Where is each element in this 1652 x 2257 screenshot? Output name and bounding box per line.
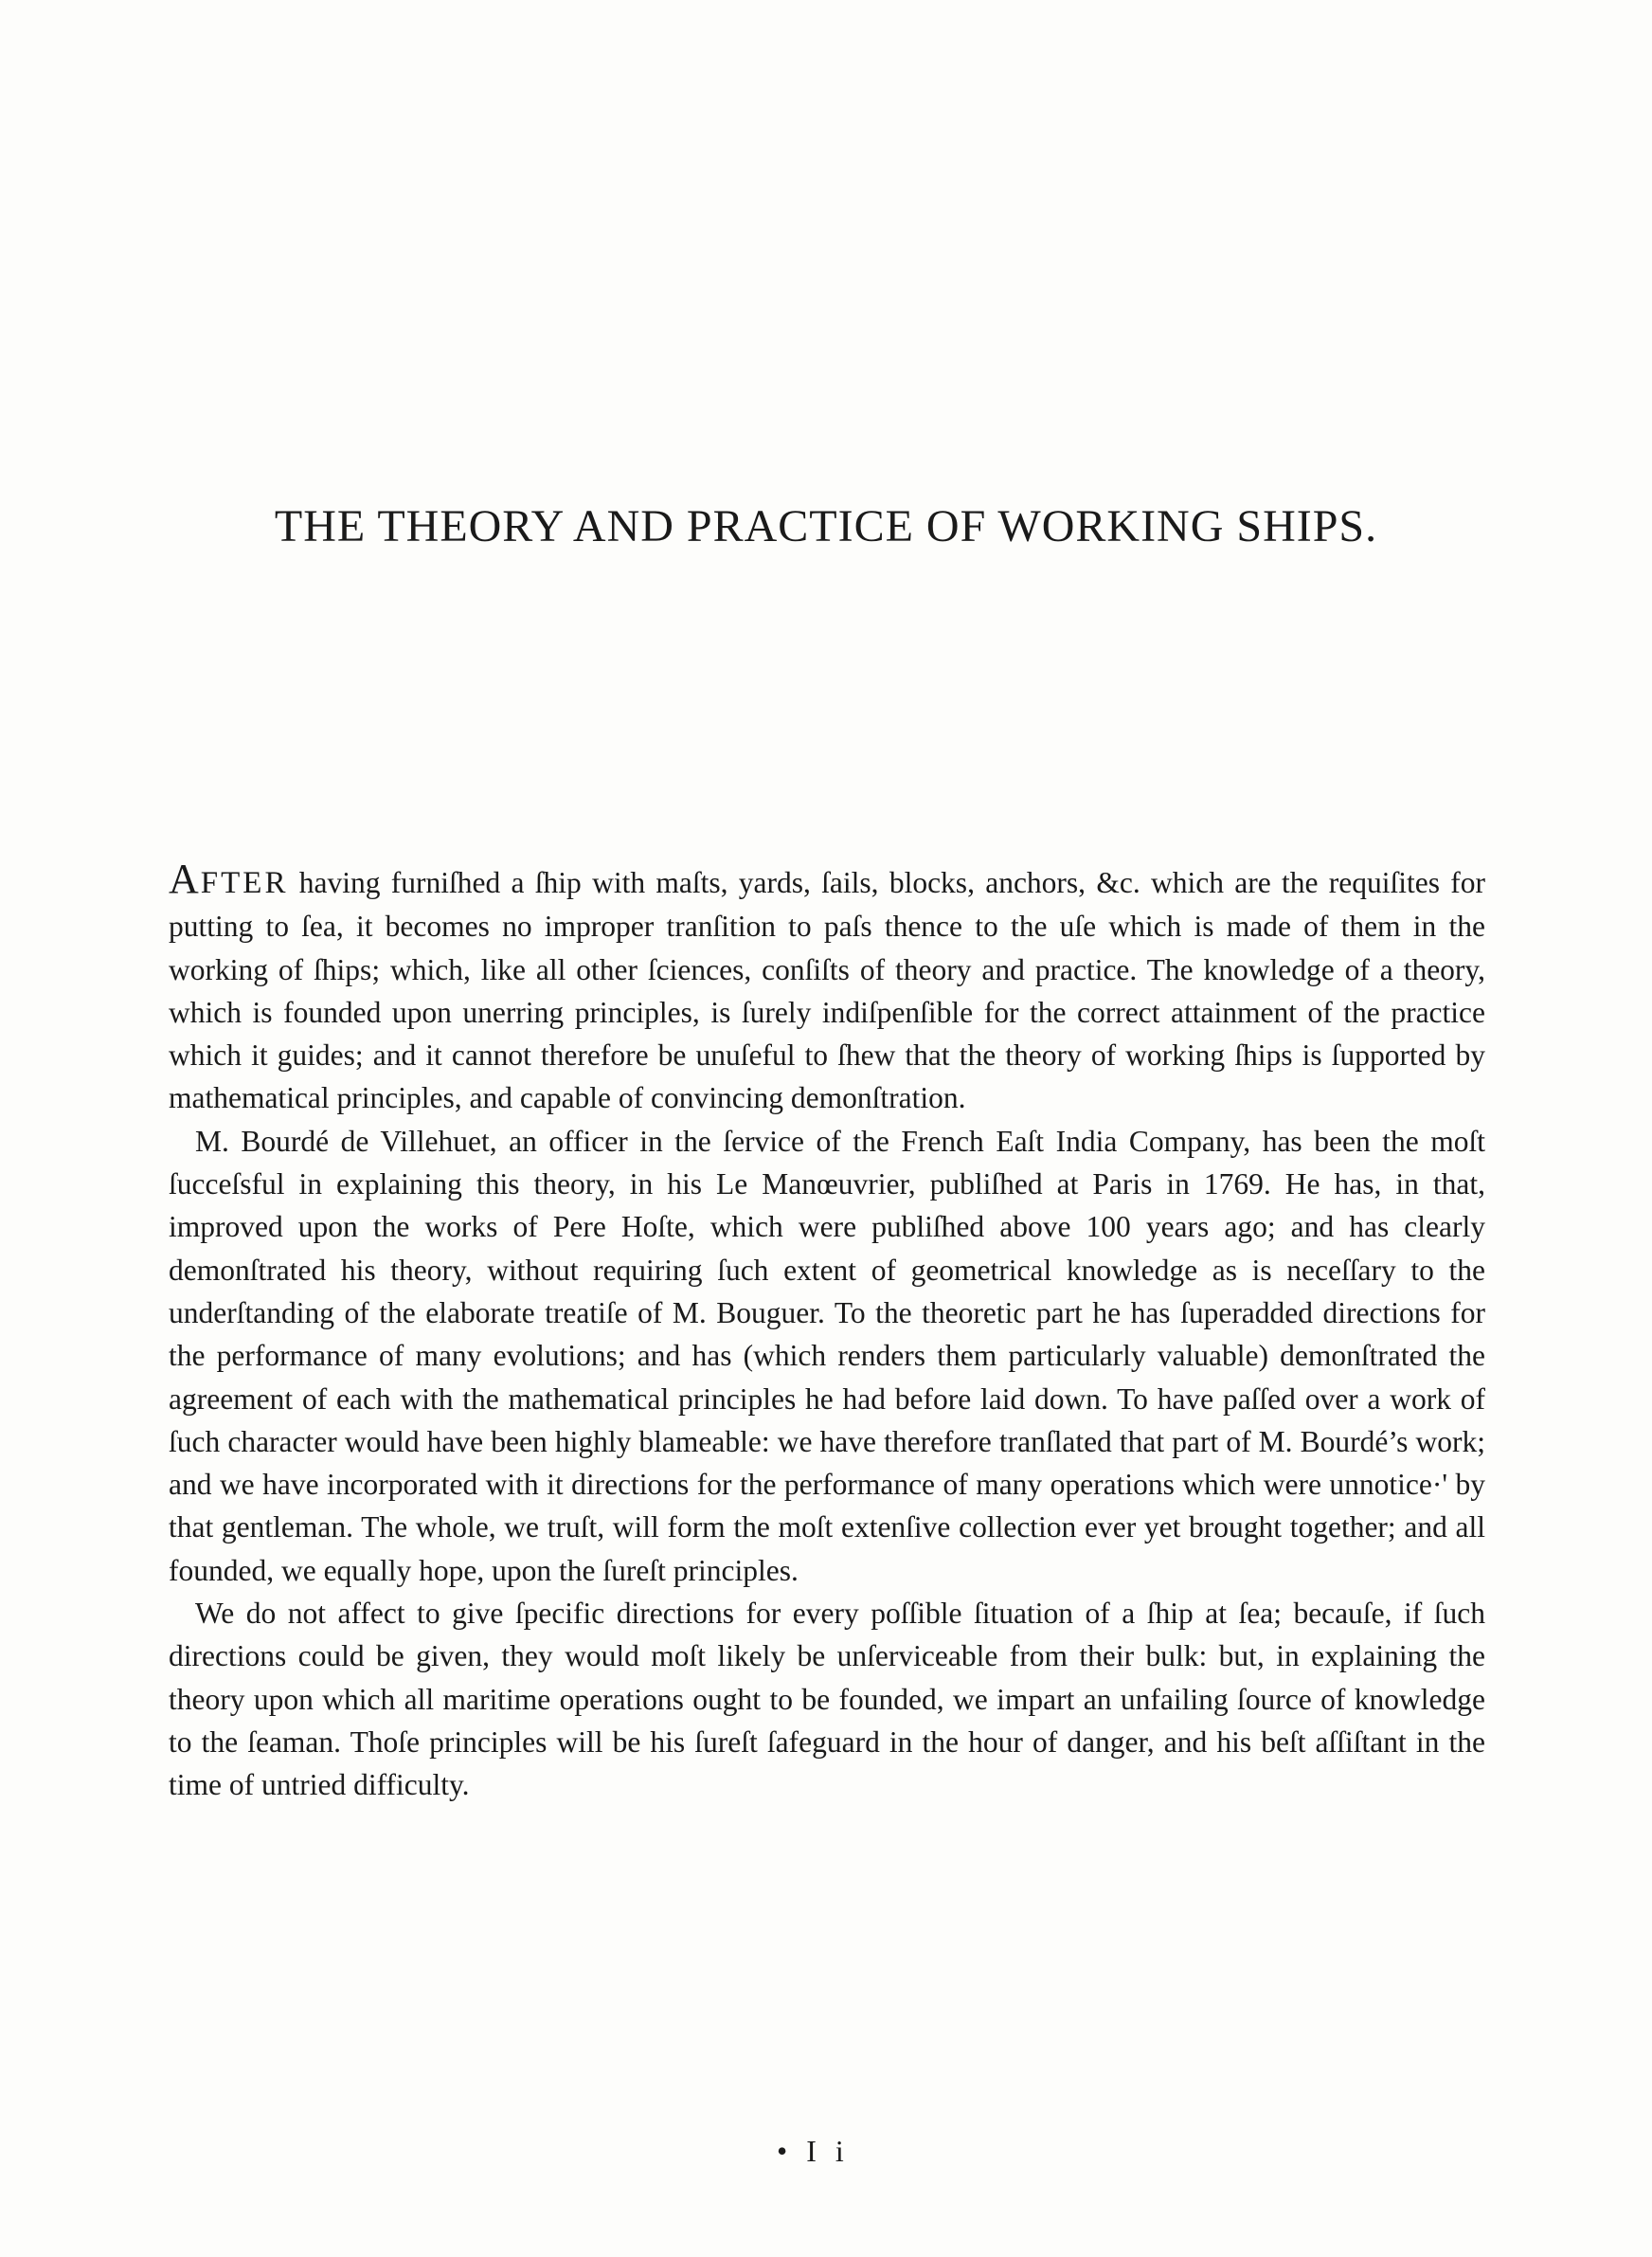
- page-title: THE THEORY AND PRACTICE OF WORKING SHIPS.: [274, 501, 1378, 551]
- paragraph-1-text: having furniſhed a ſhip with maſts, yards, ſails, blocks, anchors, &c. which are the requiſites for putting to ſea, it becomes no improper tranſition to paſs thence to the uſe which is made of them in the working of ſhips; which, like all other ſciences, conſiſts of theory and practice. The knowledge of a theory, which is founded upon unerring principles, is ſurely indiſpenſible for the correct attainment of the practice which it guides; and it cannot therefore be unuſeful to ſhew that the theory of working ſhips is ſupported by mathematical principles, and capable of convincing demonſtration.: [169, 866, 1485, 1115]
- paragraph-3: [169, 1592, 1485, 1806]
- signature-mark: • I i: [777, 2134, 850, 2168]
- paragraph-3-text: We do not affect to give ſpecific directions for every poſſible ſituation of a ſhip at ſea; becauſe, if ſuch directions could be given, they would moſt likely be unſerviceable from their bulk: but, in explaining the theory upon which all maritime operations ought to be founded, we impart an unfailing ſource of knowledge to the ſeaman. Thoſe principles will be his ſureſt ſafeguard in the hour of danger, and his beſt aſſiſtant in the time of untried difficulty.: [169, 1597, 1485, 1802]
- lead-word: FTER: [200, 866, 289, 900]
- body-text: [169, 858, 1485, 1807]
- paragraph-1: [169, 858, 1485, 1120]
- drop-cap: A: [169, 856, 201, 902]
- paragraph-2: [169, 1120, 1485, 1592]
- paragraph-2-text: M. Bourdé de Villehuet, an officer in the ſervice of the French Eaſt India Company, has been the moſt ſucceſsful in explaining this theory, in his Le Manœuvrier, publiſhed at Paris in 1769. He has, in that, improved upon the works of Pere Hoſte, which were publiſhed above 100 years ago; and has clearly demonſtrated his theory, without requiring ſuch extent of geometrical knowledge as is neceſſary to the underſtanding of the elaborate treatiſe of M. Bouguer. To the theoretic part he has ſuperadded directions for the performance of many evolutions; and has (which renders them particularly valuable) demonſtrated the agreement of each with the mathematical principles he had before laid down. To have paſſed over a work of ſuch character would have been highly blameable: we have therefore tranſlated that part of M. Bourdé’s work; and we have incorporated with it directions for the performance of many operations which were unnotice·' by that gentleman. The whole, we truſt, will form the moſt extenſive collection ever yet brought together; and all founded, we equally hope, upon the ſureſt principles.: [169, 1124, 1485, 1587]
